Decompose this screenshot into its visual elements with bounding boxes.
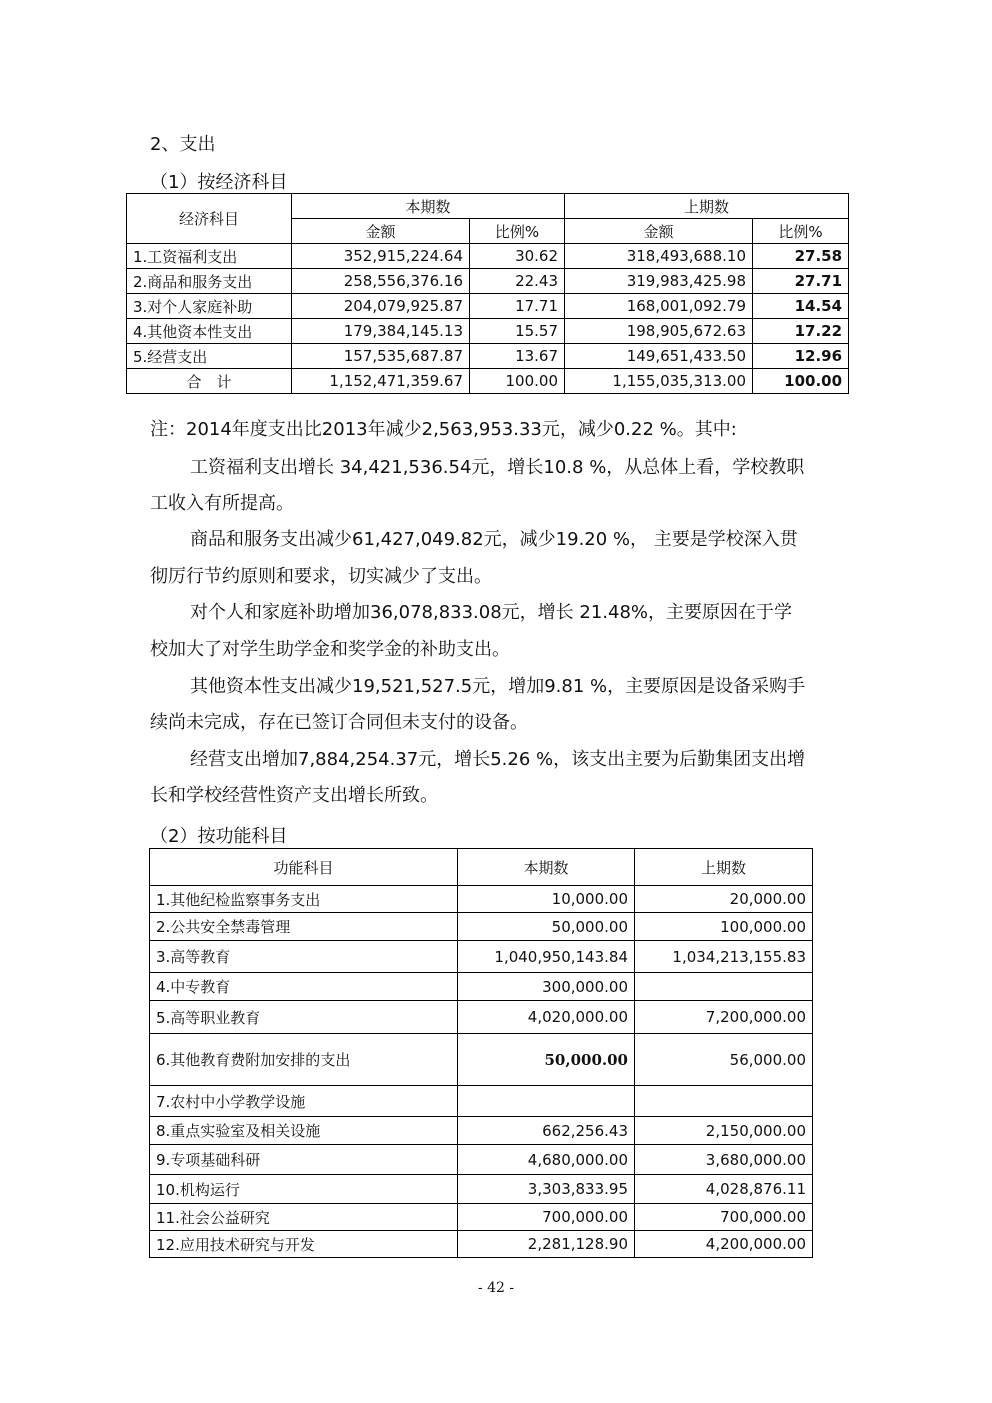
- total-current-ratio: 100.00: [470, 369, 565, 394]
- table-row: [150, 1231, 813, 1258]
- row-previous: 3,680,000.00: [635, 1145, 813, 1175]
- row-name: 5.高等职业教育: [150, 1001, 458, 1034]
- row-current-ratio: 17.71: [470, 294, 565, 319]
- row-name: 11.社会公益研究: [150, 1204, 458, 1231]
- note-paragraph: 校加大了对学生助学金和奖学金的补助支出。: [150, 639, 510, 660]
- row-current-amount: 258,556,376.16: [292, 269, 470, 294]
- header-previous-period: 上期数: [635, 849, 813, 886]
- row-name: 4.其他资本性支出: [127, 319, 292, 344]
- row-previous-ratio: 27.58: [753, 244, 849, 269]
- row-previous: 1,034,213,155.83: [635, 941, 813, 973]
- row-current: 3,303,833.95: [458, 1175, 635, 1204]
- header-current-period: 本期数: [292, 194, 565, 219]
- row-previous: 100,000.00: [635, 913, 813, 941]
- row-current-ratio: 13.67: [470, 344, 565, 369]
- note-paragraph: 工资福利支出增长 34,421,536.54元，增长10.8 %，从总体上看，学校教职: [190, 457, 805, 478]
- row-name: 6.其他教育费附加安排的支出: [150, 1034, 458, 1086]
- row-previous: 2,150,000.00: [635, 1117, 813, 1145]
- table-row: [150, 913, 813, 941]
- row-current: 4,020,000.00: [458, 1001, 635, 1034]
- row-current: 1,040,950,143.84: [458, 941, 635, 973]
- economic-expenditure-table: [126, 193, 849, 394]
- row-current: 2,281,128.90: [458, 1231, 635, 1258]
- row-previous-amount: 149,651,433.50: [565, 344, 753, 369]
- total-row: [127, 369, 849, 394]
- subsection-title-functional: （2）按功能科目: [150, 826, 288, 847]
- row-current-ratio: 22.43: [470, 269, 565, 294]
- note-paragraph: 续尚未完成，存在已签订合同但未支付的设备。: [150, 712, 528, 733]
- row-previous-amount: 168,001,092.79: [565, 294, 753, 319]
- row-name: 8.重点实验室及相关设施: [150, 1117, 458, 1145]
- header-current-amount: 金额: [292, 219, 470, 244]
- header-previous-period: 上期数: [565, 194, 849, 219]
- row-previous-amount: 198,905,672.63: [565, 319, 753, 344]
- row-current: 662,256.43: [458, 1117, 635, 1145]
- row-name: 10.机构运行: [150, 1175, 458, 1204]
- header-previous-amount: 金额: [565, 219, 753, 244]
- row-current-ratio: 15.57: [470, 319, 565, 344]
- total-label: 合 计: [127, 369, 292, 394]
- row-name: 1.工资福利支出: [127, 244, 292, 269]
- row-current-amount: 179,384,145.13: [292, 319, 470, 344]
- total-current-amount: 1,152,471,359.67: [292, 369, 470, 394]
- subsection-title-economic: （1）按经济科目: [150, 172, 288, 193]
- row-previous: 4,028,876.11: [635, 1175, 813, 1204]
- header-economic-item: 经济科目: [127, 194, 292, 244]
- note-paragraph: 商品和服务支出减少61,427,049.82元，减少19.20 %， 主要是学校深入贯: [190, 529, 798, 550]
- row-previous: [635, 1086, 813, 1117]
- table-row: [150, 941, 813, 973]
- table-row: [150, 886, 813, 913]
- row-current: 50,000.00: [458, 1034, 635, 1086]
- row-name: 3.高等教育: [150, 941, 458, 973]
- row-current: 300,000.00: [458, 973, 635, 1001]
- row-previous-ratio: 14.54: [753, 294, 849, 319]
- row-previous: [635, 973, 813, 1001]
- table-row: [127, 244, 849, 269]
- row-previous-ratio: 12.96: [753, 344, 849, 369]
- row-current: 700,000.00: [458, 1204, 635, 1231]
- header-previous-ratio: 比例%: [753, 219, 849, 244]
- total-previous-amount: 1,155,035,313.00: [565, 369, 753, 394]
- row-previous-amount: 319,983,425.98: [565, 269, 753, 294]
- table-row: [150, 1034, 813, 1086]
- row-name: 5.经营支出: [127, 344, 292, 369]
- header-current-period: 本期数: [458, 849, 635, 886]
- table-row: [127, 344, 849, 369]
- row-current-amount: 204,079,925.87: [292, 294, 470, 319]
- note-summary: 注：2014年度支出比2013年减少2,563,953.33元，减少0.22 %。其中:: [150, 419, 737, 440]
- row-previous-ratio: 27.71: [753, 269, 849, 294]
- row-current-ratio: 30.62: [470, 244, 565, 269]
- row-name: 2.公共安全禁毒管理: [150, 913, 458, 941]
- table-row: [150, 1175, 813, 1204]
- row-previous: 20,000.00: [635, 886, 813, 913]
- row-previous: 7,200,000.00: [635, 1001, 813, 1034]
- row-name: 12.应用技术研究与开发: [150, 1231, 458, 1258]
- row-previous-ratio: 17.22: [753, 319, 849, 344]
- functional-expenditure-table: [149, 848, 813, 1258]
- note-paragraph: 经营支出增加7,884,254.37元，增长5.26 %，该支出主要为后勤集团支出增: [190, 749, 806, 770]
- row-current: [458, 1086, 635, 1117]
- table-row: [150, 1204, 813, 1231]
- row-current: 50,000.00: [458, 913, 635, 941]
- row-previous: 700,000.00: [635, 1204, 813, 1231]
- table-row: [127, 294, 849, 319]
- note-paragraph: 工收入有所提高。: [150, 493, 294, 514]
- row-previous: 4,200,000.00: [635, 1231, 813, 1258]
- row-current-amount: 352,915,224.64: [292, 244, 470, 269]
- table-row: [127, 269, 849, 294]
- table-row: [150, 1001, 813, 1034]
- page-number: - 42 -: [477, 1280, 515, 1296]
- table-row: [127, 319, 849, 344]
- row-name: 2.商品和服务支出: [127, 269, 292, 294]
- table-row: [150, 1117, 813, 1145]
- note-paragraph: 彻厉行节约原则和要求，切实减少了支出。: [150, 566, 492, 587]
- table-row: [150, 1145, 813, 1175]
- note-paragraph: 其他资本性支出减少19,521,527.5元，增加9.81 %，主要原因是设备采购手: [190, 676, 806, 697]
- row-name: 4.中专教育: [150, 973, 458, 1001]
- note-paragraph: 长和学校经营性资产支出增长所致。: [150, 785, 438, 806]
- row-previous: 56,000.00: [635, 1034, 813, 1086]
- header-functional-item: 功能科目: [150, 849, 458, 886]
- section-title: 2、支出: [150, 134, 216, 155]
- row-name: 7.农村中小学教学设施: [150, 1086, 458, 1117]
- table-row: [150, 973, 813, 1001]
- row-name: 3.对个人家庭补助: [127, 294, 292, 319]
- total-previous-ratio: 100.00: [753, 369, 849, 394]
- row-previous-amount: 318,493,688.10: [565, 244, 753, 269]
- table-row: [150, 1086, 813, 1117]
- row-name: 1.其他纪检监察事务支出: [150, 886, 458, 913]
- note-paragraph: 对个人和家庭补助增加36,078,833.08元，增长 21.48%，主要原因在于学: [190, 602, 793, 623]
- row-name: 9.专项基础科研: [150, 1145, 458, 1175]
- row-current: 4,680,000.00: [458, 1145, 635, 1175]
- row-current: 10,000.00: [458, 886, 635, 913]
- row-current-amount: 157,535,687.87: [292, 344, 470, 369]
- header-current-ratio: 比例%: [470, 219, 565, 244]
